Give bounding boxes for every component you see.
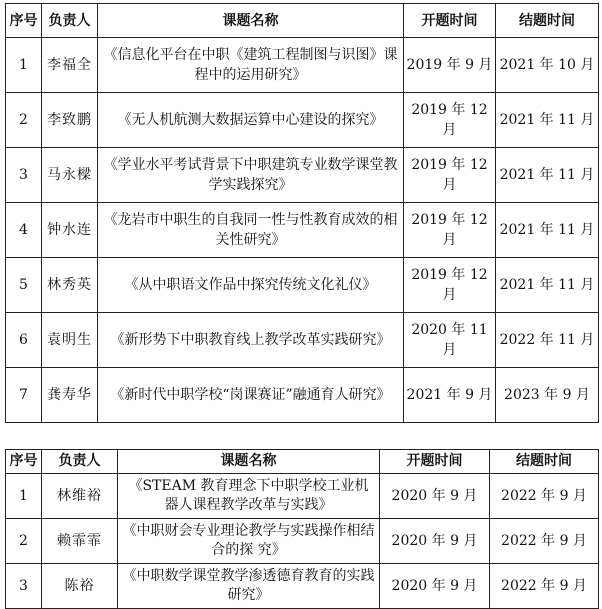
project-table-2 [5,449,599,609]
header-end-date: 结题时间 [490,450,599,474]
start-date-cell: 2019 年 12 月 [404,258,496,313]
topic-cell: 《龙岩市中职生的自我同一性与性教育成效的相关性研究》 [98,203,404,258]
table-row [6,148,599,203]
header-row [6,4,599,38]
serial-cell: 2 [6,93,42,148]
topic-cell: 《从中职语文作品中探究传统文化礼仪》 [98,258,404,313]
end-date-cell: 2023 年 9 月 [496,368,599,423]
owner-cell: 林秀英 [42,258,98,313]
topic-cell: 《中职财会专业理论教学与实践操作相结合的探 究》 [118,519,380,564]
header-row [6,450,599,474]
serial-cell: 2 [6,519,42,564]
owner-cell: 李福全 [42,38,98,93]
header-topic: 课题名称 [118,450,380,474]
end-date-cell: 2021 年 10 月 [496,38,599,93]
end-date-cell: 2021 年 11 月 [496,258,599,313]
serial-cell: 4 [6,203,42,258]
table-row [6,38,599,93]
table-row [6,519,599,564]
table-row [6,93,599,148]
header-topic: 课题名称 [98,4,404,38]
owner-cell: 马永樑 [42,148,98,203]
owner-cell: 袁明生 [42,313,98,368]
start-date-cell: 2019 年 9 月 [404,38,496,93]
owner-cell: 钟水连 [42,203,98,258]
header-start-date: 开题时间 [380,450,490,474]
header-serial: 序号 [6,450,42,474]
serial-cell: 5 [6,258,42,313]
serial-cell: 1 [6,474,42,519]
owner-cell: 林维裕 [42,474,118,519]
end-date-cell: 2022 年 9 月 [490,564,599,609]
table-row [6,474,599,519]
serial-cell: 3 [6,148,42,203]
table-row [6,203,599,258]
serial-cell: 1 [6,38,42,93]
header-owner: 负责人 [42,4,98,38]
start-date-cell: 2021 年 9 月 [404,368,496,423]
header-end-date: 结题时间 [496,4,599,38]
end-date-cell: 2022 年 9 月 [490,519,599,564]
start-date-cell: 2019 年 12 月 [404,93,496,148]
topic-cell: 《信息化平台在中职《建筑工程制图与识图》课程中的运用研究》 [98,38,404,93]
owner-cell: 李致鹏 [42,93,98,148]
table-row [6,258,599,313]
topic-cell: 《新时代中职学校“岗课赛证”融通育人研究》 [98,368,404,423]
start-date-cell: 2019 年 12 月 [404,148,496,203]
header-owner: 负责人 [42,450,118,474]
owner-cell: 陈裕 [42,564,118,609]
topic-cell: 《无人机航测大数据运算中心建设的探究》 [98,93,404,148]
project-table-1 [5,3,599,423]
start-date-cell: 2020 年 11 月 [404,313,496,368]
end-date-cell: 2022 年 9 月 [490,474,599,519]
table-row [6,564,599,609]
start-date-cell: 2020 年 9 月 [380,519,490,564]
topic-cell: 《学业水平考试背景下中职建筑专业数学课堂教学实践探究》 [98,148,404,203]
owner-cell: 龚寿华 [42,368,98,423]
end-date-cell: 2021 年 11 月 [496,93,599,148]
header-start-date: 开题时间 [404,4,496,38]
topic-cell: 《中职数学课堂教学渗透德育教育的实践研究》 [118,564,380,609]
header-serial: 序号 [6,4,42,38]
end-date-cell: 2021 年 11 月 [496,203,599,258]
serial-cell: 3 [6,564,42,609]
start-date-cell: 2019 年 12 月 [404,203,496,258]
owner-cell: 赖霏霏 [42,519,118,564]
serial-cell: 7 [6,368,42,423]
start-date-cell: 2020 年 9 月 [380,474,490,519]
start-date-cell: 2020 年 9 月 [380,564,490,609]
table-row [6,368,599,423]
end-date-cell: 2021 年 11 月 [496,148,599,203]
topic-cell: 《STEAM 教育理念下中职学校工业机器人课程教学改革与实践》 [118,474,380,519]
topic-cell: 《新形势下中职教育线上教学改革实践研究》 [98,313,404,368]
end-date-cell: 2022 年 11 月 [496,313,599,368]
serial-cell: 6 [6,313,42,368]
table-row [6,313,599,368]
